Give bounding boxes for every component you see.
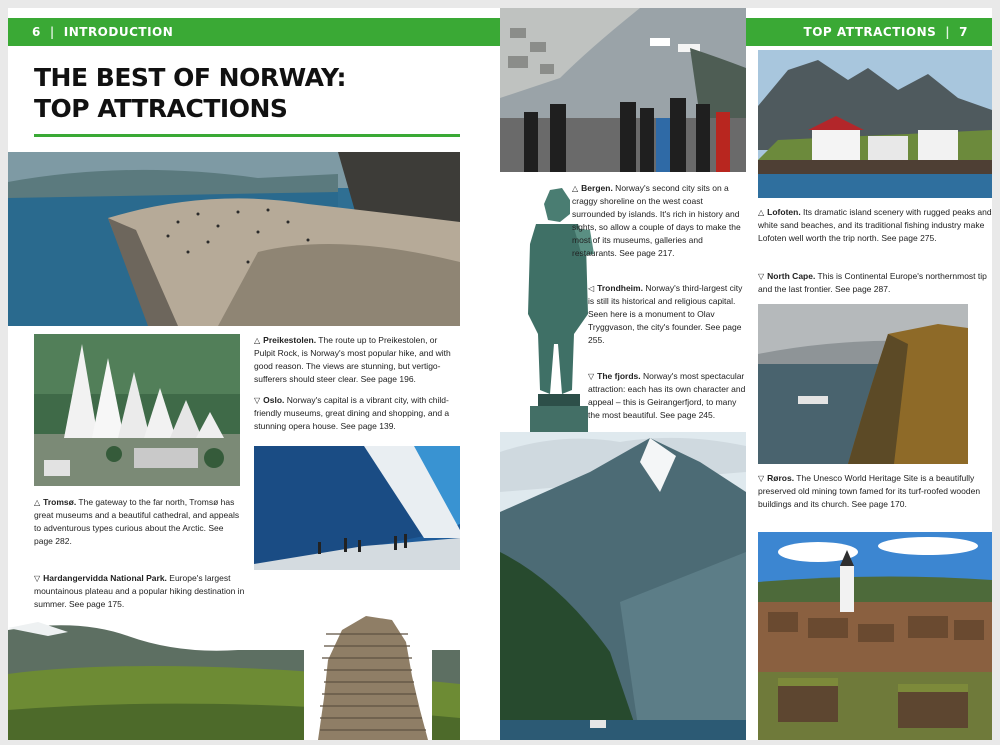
northcape-name: North Cape.: [767, 271, 816, 281]
bergen-photo: [500, 8, 746, 172]
triangle-down-icon: ▽: [758, 474, 765, 483]
lofoten-caption: [758, 206, 992, 245]
oslo-caption: [254, 394, 460, 433]
oslo-text: Norway's capital is a vibrant city, with child-friendly museums, great dining and shopping, and a stunning opera house. See page 139.: [254, 395, 450, 431]
triangle-down-icon: ▽: [34, 574, 41, 583]
tromso-text: The gateway to the far north, Tromsø has great museums and a beautiful cathedral, and appeals to adventurous types curious about the Arctic. See page 282.: [34, 497, 240, 546]
lofoten-text: Its dramatic island scenery with rugged peaks and white sand beaches, and its traditional fishing industry make Lofoten well worth the trip north. See page 275.: [758, 207, 992, 243]
tromso-name: Tromsø.: [43, 497, 77, 507]
header-separator: |: [49, 25, 55, 39]
preikestolen-text: The route up to Preikestolen, or Pulpit Rock, is Norway's most popular hike, and with good reason. The views are stunning, but vertigo-sufferers should steer clear. See page 196.: [254, 335, 451, 384]
roros-text: The Unesco World Heritage Site is a beautifully preserved old mining town famed for its turf-roofed wooden buildings and its church. See page 170.: [758, 473, 981, 509]
triangle-left-icon: ◁: [588, 284, 595, 293]
left-page-header: [8, 18, 500, 46]
page-title: [34, 62, 346, 124]
hardangervidda-name: Hardangervidda National Park.: [43, 573, 167, 583]
fjords-caption: [588, 370, 746, 422]
trondheim-caption: [588, 282, 746, 347]
tromso-caption: [34, 496, 242, 548]
oslo-photo: [254, 446, 460, 570]
triangle-down-icon: ▽: [254, 396, 261, 405]
hardangervidda-caption: [34, 572, 246, 611]
triangle-up-icon: △: [254, 336, 261, 345]
northcape-text: This is Continental Europe's northernmost tip and the last frontier. See page 287.: [758, 271, 987, 294]
right-page-header: [746, 18, 992, 46]
title-line-1: THE BEST OF NORWAY:: [34, 63, 346, 92]
bergen-text: Norway's second city sits on a craggy shoreline on the west coast surrounded by islands. It's rich in history and sights, so allow a couple of days to make the most of its museums, galleries and restaurants. See page 217.: [572, 183, 741, 258]
preikestolen-name: Preikestolen.: [263, 335, 317, 345]
hardangervidda-text: Europe's largest mountainous plateau and a popular hiking destination in summer. See page 175.: [34, 573, 245, 609]
title-line-2: TOP ATTRACTIONS: [34, 94, 288, 123]
triangle-up-icon: △: [758, 208, 765, 217]
triangle-down-icon: ▽: [588, 372, 595, 381]
roros-caption: [758, 472, 992, 511]
roros-photo: [758, 532, 992, 740]
fjords-photo: [500, 432, 746, 740]
lofoten-photo: [758, 50, 992, 198]
title-rule: [34, 134, 460, 137]
roros-name: Røros.: [767, 473, 795, 483]
northcape-caption: [758, 270, 992, 296]
northcape-photo: [758, 304, 968, 464]
left-page-number: 6: [32, 25, 41, 39]
lofoten-name: Lofoten.: [767, 207, 801, 217]
triangle-up-icon: △: [572, 184, 579, 193]
preikestolen-caption: [254, 334, 460, 386]
right-page: [500, 8, 992, 740]
hardangervidda-photo: [8, 614, 460, 740]
trondheim-text: Norway's third-largest city is still its historical and religious capital. Seen here is a monument to Olav Tryggvason, the city's founder. See page 255.: [588, 283, 743, 345]
left-page: [8, 8, 500, 740]
triangle-down-icon: ▽: [758, 272, 765, 281]
header-separator: |: [945, 25, 951, 39]
left-section-title: INTRODUCTION: [63, 25, 174, 39]
bergen-name: Bergen.: [581, 183, 613, 193]
right-page-number: 7: [959, 25, 968, 39]
triangle-up-icon: △: [34, 498, 41, 507]
tromso-photo: [34, 334, 240, 486]
preikestolen-photo: [8, 152, 460, 326]
right-section-title: TOP ATTRACTIONS: [803, 25, 937, 39]
oslo-name: Oslo.: [263, 395, 285, 405]
fjords-name: The fjords.: [597, 371, 641, 381]
bergen-caption: [572, 182, 744, 260]
fjords-text: Norway's most spectacular attraction: each has its own character and appeal – this is Geirangerfjord, to many the most beautiful. See page 245.: [588, 371, 746, 420]
trondheim-name: Trondheim.: [597, 283, 643, 293]
